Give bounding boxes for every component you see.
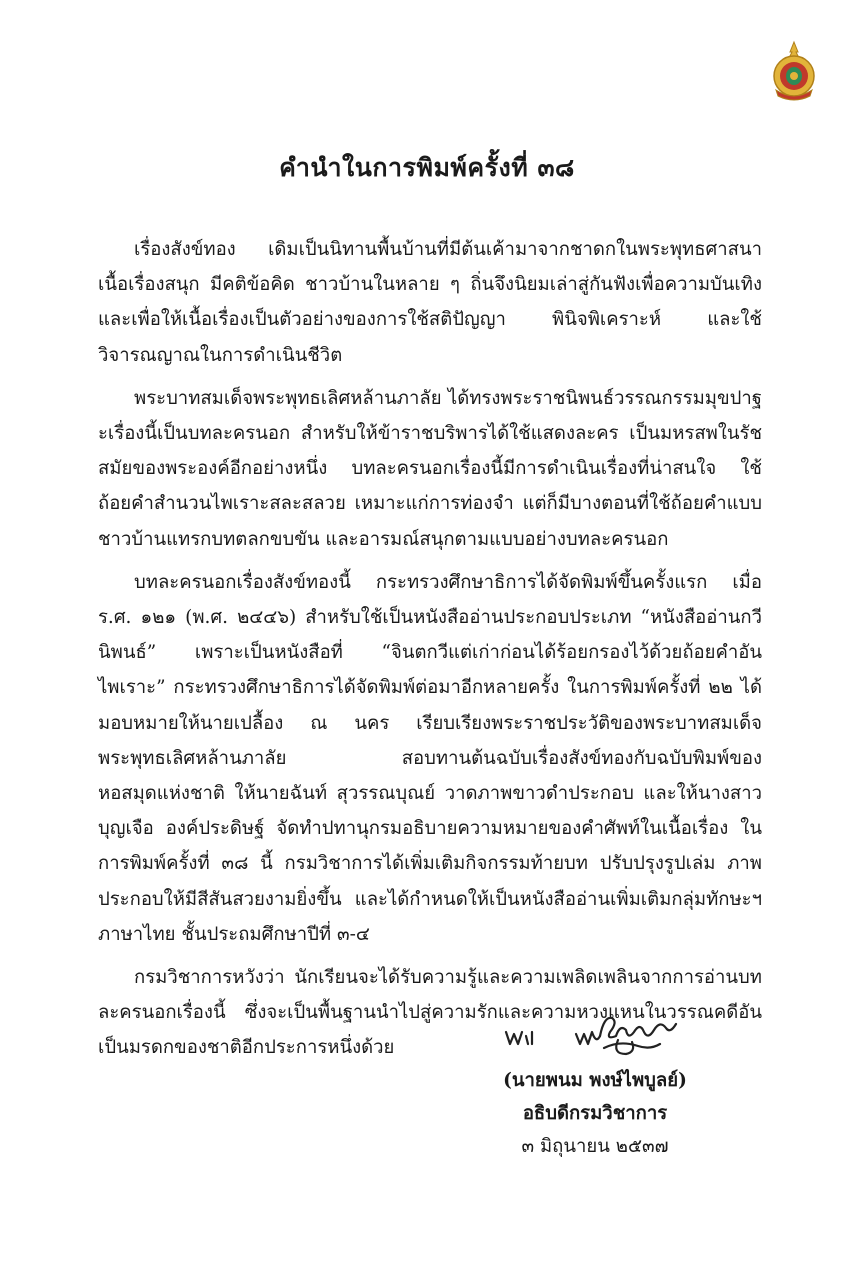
foreword-body [98, 232, 762, 1074]
page-title: คำนำในการพิมพ์ครั้งที่ ๓๘ [279, 153, 575, 182]
signature-date: ๓ มิถุนายน ๒๕๓๗ [521, 1136, 669, 1157]
signatory-position: อธิบดีกรมวิชาการ [522, 1103, 668, 1124]
signatory-name: (นายพนม พงษ์ไพบูลย์) [503, 1070, 687, 1091]
paragraph: บทละครนอกเรื่องสังข์ทองนี้ กระทรวงศึกษาธิการได้จัดพิมพ์ขึ้นครั้งแรก เมื่อ ร.ศ. ๑๒๑ (พ.ศ. ๒๔๔๖) สำหรับใช้เป็นหนังสืออ่านประกอบประเภท “หนังสืออ่านกวีนิพนธ์” เพราะเป็นหนังสือที่ “จินตกวีแต่เก่าก่อนได้ร้อยกรองไว้ด้วยถ้อยคำอันไพเราะ” กระทรวงศึกษาธิการได้จัดพิมพ์ต่อมาอีกหลายครั้ง ในการพิมพ์ครั้งที่ ๒๒ ได้มอบหมายให้นายเปลื้อง ณ นคร เรียบเรียงพระราชประวัติของพระบาทสมเด็จพระพุทธเลิศหล้านภาลัย สอบทานต้นฉบับเรื่องสังข์ทองกับฉบับพิมพ์ของหอสมุดแห่งชาติ ให้นายฉันท์ สุวรรณบุณย์ วาดภาพขาวดำประกอบ และให้นางสาวบุญเจือ องค์ประดิษฐ์ จัดทำปทานุกรมอธิบายความหมายของคำศัพท์ในเนื้อเรื่อง ในการพิมพ์ครั้งที่ ๓๘ นี้ กรมวิชาการได้เพิ่มเติมกิจกรรมท้ายบท ปรับปรุงรูปเล่ม ภาพประกอบให้มีสีสันสวยงามยิ่งขึ้น และได้กำหนดให้เป็นหนังสืออ่านเพิ่มเติมกลุ่มทักษะฯ ภาษาไทย ชั้นประถมศึกษาปีที่ ๓-๔ [98, 571, 762, 945]
signature-block [470, 1064, 720, 1163]
paragraph: กรมวิชาการหวังว่า นักเรียนจะได้รับความรู้และความเพลิดเพลินจากการอ่านบทละครนอกเรื่องนี้ ซึ่งจะเป็นพื้นฐานนำไปสู่ความรักและความหวงแหนในวรรณคดีอันเป็นมรดกของชาติอีกประการหนึ่งด้วย [98, 967, 762, 1059]
paragraph: เรื่องสังข์ทอง เดิมเป็นนิทานพื้นบ้านที่มีต้นเค้ามาจากชาดกในพระพุทธศาสนา เนื้อเรื่องสนุก มีคติข้อคิด ชาวบ้านในหลาย ๆ ถิ่นจึงนิยมเล่าสู่กันฟังเพื่อความบันเทิง และเพื่อให้เนื้อเรื่องเป็นตัวอย่างของการใช้สติปัญญา พินิจพิเคราะห์ และใช้วิจารณญาณในการดำเนินชีวิต [98, 239, 762, 366]
royal-crown-emblem-icon [770, 40, 818, 102]
paragraph: พระบาทสมเด็จพระพุทธเลิศหล้านภาลัย ได้ทรงพระราชนิพนธ์วรรณกรรมมุขปาฐะเรื่องนี้เป็นบทละครนอก สำหรับให้ข้าราชบริพารได้ใช้แสดงละคร เป็นมหรสพในรัชสมัยของพระองค์อีกอย่างหนึ่ง บทละครนอกเรื่องนี้มีการดำเนินเรื่องที่น่าสนใจ ใช้ถ้อยคำสำนวนไพเราะสละสลวย เหมาะแก่การท่องจำ แต่ก็มีบางตอนที่ใช้ถ้อยคำแบบชาวบ้านแทรกบทตลกขบขัน และอารมณ์สนุกตามแบบอย่างบทละครนอก [98, 387, 762, 550]
royal-emblem-logo [770, 40, 818, 102]
handwritten-signature [500, 1010, 700, 1062]
